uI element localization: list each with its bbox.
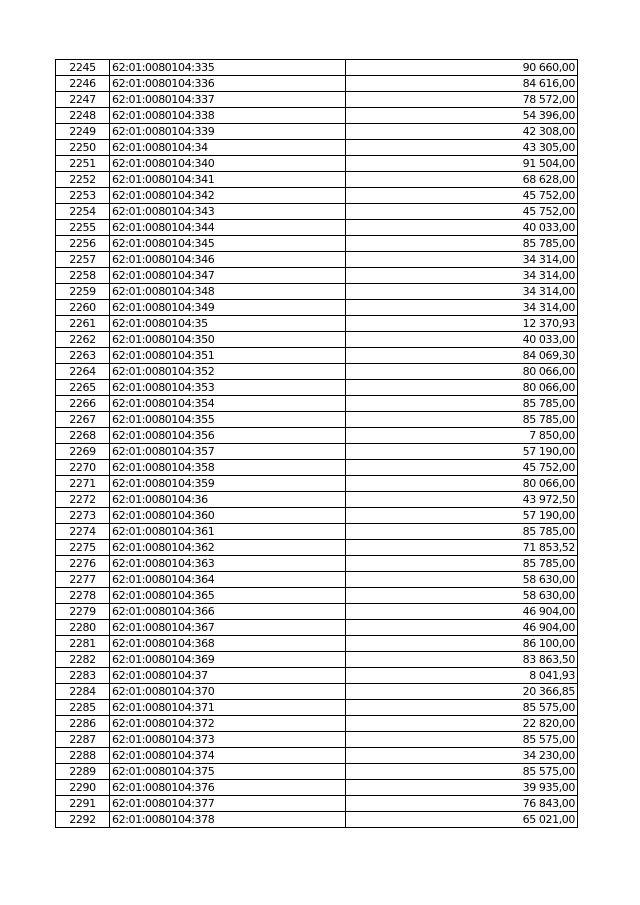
row-number-cell: 2250 <box>56 140 110 156</box>
row-number-cell: 2277 <box>56 572 110 588</box>
row-number-cell: 2263 <box>56 348 110 364</box>
row-number-cell: 2273 <box>56 508 110 524</box>
row-number-cell: 2249 <box>56 124 110 140</box>
table-row <box>56 156 578 172</box>
cadastral-value-cell: 85 785,00 <box>346 524 578 540</box>
cadastral-value-cell: 65 021,00 <box>346 812 578 828</box>
row-number-cell: 2280 <box>56 620 110 636</box>
table-row <box>56 652 578 668</box>
row-number-cell: 2267 <box>56 412 110 428</box>
cadastral-number-cell: 62:01:0080104:36 <box>110 492 346 508</box>
cadastral-number-cell: 62:01:0080104:377 <box>110 796 346 812</box>
table-row <box>56 764 578 780</box>
cadastral-value-cell: 54 396,00 <box>346 108 578 124</box>
table-row <box>56 604 578 620</box>
cadastral-value-cell: 58 630,00 <box>346 572 578 588</box>
cadastral-value-cell: 57 190,00 <box>346 508 578 524</box>
cadastral-number-cell: 62:01:0080104:361 <box>110 524 346 540</box>
cadastral-value-cell: 34 314,00 <box>346 268 578 284</box>
table-row <box>56 220 578 236</box>
cadastral-value-cell: 34 314,00 <box>346 284 578 300</box>
cadastral-value-cell: 84 069,30 <box>346 348 578 364</box>
cadastral-value-cell: 46 904,00 <box>346 604 578 620</box>
table-row <box>56 188 578 204</box>
cadastral-number-cell: 62:01:0080104:367 <box>110 620 346 636</box>
table-row <box>56 508 578 524</box>
cadastral-value-cell: 91 504,00 <box>346 156 578 172</box>
table-row <box>56 700 578 716</box>
row-number-cell: 2246 <box>56 76 110 92</box>
cadastral-value-cell: 78 572,00 <box>346 92 578 108</box>
row-number-cell: 2281 <box>56 636 110 652</box>
cadastral-number-cell: 62:01:0080104:350 <box>110 332 346 348</box>
table-row <box>56 748 578 764</box>
cadastral-value-cell: 42 308,00 <box>346 124 578 140</box>
table-row <box>56 540 578 556</box>
cadastral-value-cell: 22 820,00 <box>346 716 578 732</box>
cadastral-number-cell: 62:01:0080104:336 <box>110 76 346 92</box>
cadastral-number-cell: 62:01:0080104:362 <box>110 540 346 556</box>
table-row <box>56 172 578 188</box>
table-row <box>56 92 578 108</box>
row-number-cell: 2252 <box>56 172 110 188</box>
cadastral-number-cell: 62:01:0080104:353 <box>110 380 346 396</box>
table-row <box>56 316 578 332</box>
cadastral-number-cell: 62:01:0080104:338 <box>110 108 346 124</box>
cadastral-value-cell: 45 752,00 <box>346 204 578 220</box>
cadastral-number-cell: 62:01:0080104:344 <box>110 220 346 236</box>
cadastral-number-cell: 62:01:0080104:371 <box>110 700 346 716</box>
cadastral-number-cell: 62:01:0080104:339 <box>110 124 346 140</box>
table-row <box>56 76 578 92</box>
table-row <box>56 236 578 252</box>
table-row <box>56 476 578 492</box>
cadastral-number-cell: 62:01:0080104:356 <box>110 428 346 444</box>
row-number-cell: 2279 <box>56 604 110 620</box>
cadastral-value-cell: 80 066,00 <box>346 364 578 380</box>
row-number-cell: 2276 <box>56 556 110 572</box>
cadastral-number-cell: 62:01:0080104:370 <box>110 684 346 700</box>
cadastral-value-cell: 34 314,00 <box>346 252 578 268</box>
table-row <box>56 396 578 412</box>
cadastral-value-cell: 85 785,00 <box>346 556 578 572</box>
row-number-cell: 2260 <box>56 300 110 316</box>
cadastral-value-cell: 12 370,93 <box>346 316 578 332</box>
row-number-cell: 2248 <box>56 108 110 124</box>
table-row <box>56 572 578 588</box>
cadastral-value-cell: 84 616,00 <box>346 76 578 92</box>
table-row <box>56 732 578 748</box>
row-number-cell: 2275 <box>56 540 110 556</box>
row-number-cell: 2274 <box>56 524 110 540</box>
row-number-cell: 2254 <box>56 204 110 220</box>
table-row <box>56 684 578 700</box>
row-number-cell: 2269 <box>56 444 110 460</box>
cadastral-number-cell: 62:01:0080104:34 <box>110 140 346 156</box>
cadastral-value-cell: 76 843,00 <box>346 796 578 812</box>
cadastral-number-cell: 62:01:0080104:335 <box>110 60 346 76</box>
cadastral-number-cell: 62:01:0080104:341 <box>110 172 346 188</box>
table-row <box>56 796 578 812</box>
cadastral-number-cell: 62:01:0080104:373 <box>110 732 346 748</box>
cadastral-number-cell: 62:01:0080104:37 <box>110 668 346 684</box>
row-number-cell: 2290 <box>56 780 110 796</box>
table-row <box>56 284 578 300</box>
row-number-cell: 2271 <box>56 476 110 492</box>
table-row <box>56 636 578 652</box>
row-number-cell: 2286 <box>56 716 110 732</box>
table-row <box>56 108 578 124</box>
row-number-cell: 2291 <box>56 796 110 812</box>
cadastral-number-cell: 62:01:0080104:359 <box>110 476 346 492</box>
cadastral-number-cell: 62:01:0080104:343 <box>110 204 346 220</box>
table-row <box>56 124 578 140</box>
cadastral-value-cell: 85 575,00 <box>346 732 578 748</box>
cadastral-value-cell: 34 314,00 <box>346 300 578 316</box>
row-number-cell: 2265 <box>56 380 110 396</box>
table-row <box>56 588 578 604</box>
cadastral-value-cell: 43 972,50 <box>346 492 578 508</box>
cadastral-value-cell: 7 850,00 <box>346 428 578 444</box>
cadastral-value-cell: 85 785,00 <box>346 236 578 252</box>
cadastral-number-cell: 62:01:0080104:364 <box>110 572 346 588</box>
table-row <box>56 668 578 684</box>
row-number-cell: 2253 <box>56 188 110 204</box>
cadastral-value-cell: 90 660,00 <box>346 60 578 76</box>
row-number-cell: 2259 <box>56 284 110 300</box>
table-row <box>56 300 578 316</box>
cadastral-value-cell: 80 066,00 <box>346 476 578 492</box>
row-number-cell: 2251 <box>56 156 110 172</box>
cadastral-value-cell: 39 935,00 <box>346 780 578 796</box>
cadastral-number-cell: 62:01:0080104:35 <box>110 316 346 332</box>
cadastral-number-cell: 62:01:0080104:352 <box>110 364 346 380</box>
row-number-cell: 2262 <box>56 332 110 348</box>
cadastral-number-cell: 62:01:0080104:365 <box>110 588 346 604</box>
cadastral-number-cell: 62:01:0080104:378 <box>110 812 346 828</box>
row-number-cell: 2255 <box>56 220 110 236</box>
cadastral-value-cell: 20 366,85 <box>346 684 578 700</box>
cadastral-value-cell: 34 230,00 <box>346 748 578 764</box>
cadastral-number-cell: 62:01:0080104:376 <box>110 780 346 796</box>
cadastral-number-cell: 62:01:0080104:348 <box>110 284 346 300</box>
cadastral-value-cell: 45 752,00 <box>346 460 578 476</box>
cadastral-number-cell: 62:01:0080104:346 <box>110 252 346 268</box>
row-number-cell: 2285 <box>56 700 110 716</box>
row-number-cell: 2258 <box>56 268 110 284</box>
cadastral-number-cell: 62:01:0080104:374 <box>110 748 346 764</box>
cadastral-value-table <box>55 59 578 828</box>
row-number-cell: 2261 <box>56 316 110 332</box>
row-number-cell: 2264 <box>56 364 110 380</box>
table-row <box>56 780 578 796</box>
cadastral-number-cell: 62:01:0080104:351 <box>110 348 346 364</box>
cadastral-value-cell: 58 630,00 <box>346 588 578 604</box>
table-row <box>56 460 578 476</box>
row-number-cell: 2292 <box>56 812 110 828</box>
cadastral-value-cell: 43 305,00 <box>346 140 578 156</box>
row-number-cell: 2288 <box>56 748 110 764</box>
table-row <box>56 524 578 540</box>
cadastral-number-cell: 62:01:0080104:337 <box>110 92 346 108</box>
table-row <box>56 252 578 268</box>
cadastral-value-cell: 45 752,00 <box>346 188 578 204</box>
row-number-cell: 2266 <box>56 396 110 412</box>
row-number-cell: 2282 <box>56 652 110 668</box>
cadastral-value-cell: 86 100,00 <box>346 636 578 652</box>
table-row <box>56 716 578 732</box>
cadastral-value-cell: 57 190,00 <box>346 444 578 460</box>
row-number-cell: 2270 <box>56 460 110 476</box>
table-row <box>56 412 578 428</box>
cadastral-value-cell: 40 033,00 <box>346 220 578 236</box>
cadastral-number-cell: 62:01:0080104:369 <box>110 652 346 668</box>
cadastral-value-cell: 40 033,00 <box>346 332 578 348</box>
table-row <box>56 140 578 156</box>
cadastral-value-cell: 83 863,50 <box>346 652 578 668</box>
row-number-cell: 2284 <box>56 684 110 700</box>
cadastral-number-cell: 62:01:0080104:368 <box>110 636 346 652</box>
row-number-cell: 2272 <box>56 492 110 508</box>
row-number-cell: 2247 <box>56 92 110 108</box>
table-row <box>56 812 578 828</box>
table-row <box>56 364 578 380</box>
row-number-cell: 2256 <box>56 236 110 252</box>
cadastral-number-cell: 62:01:0080104:372 <box>110 716 346 732</box>
table-row <box>56 60 578 76</box>
table-row <box>56 332 578 348</box>
cadastral-value-cell: 85 785,00 <box>346 396 578 412</box>
cadastral-number-cell: 62:01:0080104:363 <box>110 556 346 572</box>
cadastral-number-cell: 62:01:0080104:360 <box>110 508 346 524</box>
table-row <box>56 348 578 364</box>
cadastral-value-cell: 80 066,00 <box>346 380 578 396</box>
cadastral-number-cell: 62:01:0080104:375 <box>110 764 346 780</box>
row-number-cell: 2257 <box>56 252 110 268</box>
cadastral-number-cell: 62:01:0080104:342 <box>110 188 346 204</box>
row-number-cell: 2283 <box>56 668 110 684</box>
cadastral-value-cell: 85 785,00 <box>346 412 578 428</box>
table-row <box>56 444 578 460</box>
cadastral-number-cell: 62:01:0080104:349 <box>110 300 346 316</box>
row-number-cell: 2245 <box>56 60 110 76</box>
cadastral-value-cell: 71 853,52 <box>346 540 578 556</box>
cadastral-number-cell: 62:01:0080104:340 <box>110 156 346 172</box>
cadastral-number-cell: 62:01:0080104:347 <box>110 268 346 284</box>
cadastral-value-cell: 8 041,93 <box>346 668 578 684</box>
row-number-cell: 2289 <box>56 764 110 780</box>
cadastral-number-cell: 62:01:0080104:355 <box>110 412 346 428</box>
cadastral-number-cell: 62:01:0080104:358 <box>110 460 346 476</box>
cadastral-number-cell: 62:01:0080104:357 <box>110 444 346 460</box>
table-row <box>56 268 578 284</box>
table-row <box>56 428 578 444</box>
cadastral-number-cell: 62:01:0080104:366 <box>110 604 346 620</box>
table-body <box>56 60 578 828</box>
row-number-cell: 2278 <box>56 588 110 604</box>
cadastral-value-cell: 68 628,00 <box>346 172 578 188</box>
table-row <box>56 492 578 508</box>
cadastral-value-cell: 46 904,00 <box>346 620 578 636</box>
cadastral-value-cell: 85 575,00 <box>346 764 578 780</box>
table-row <box>56 620 578 636</box>
table-row <box>56 380 578 396</box>
cadastral-value-cell: 85 575,00 <box>346 700 578 716</box>
cadastral-number-cell: 62:01:0080104:354 <box>110 396 346 412</box>
cadastral-number-cell: 62:01:0080104:345 <box>110 236 346 252</box>
row-number-cell: 2268 <box>56 428 110 444</box>
table-row <box>56 556 578 572</box>
table-row <box>56 204 578 220</box>
row-number-cell: 2287 <box>56 732 110 748</box>
